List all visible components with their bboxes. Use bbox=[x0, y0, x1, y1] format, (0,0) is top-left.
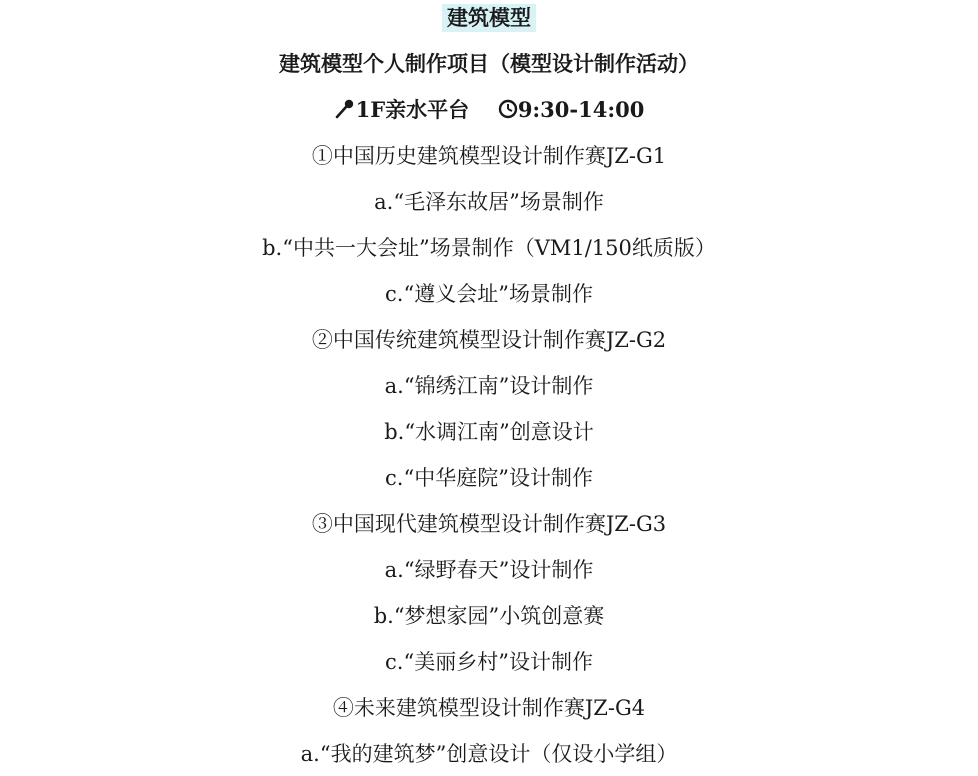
list-item: a.“绿野春天”设计制作 bbox=[384, 558, 594, 582]
time-text: 9:30-14:00 bbox=[517, 97, 645, 122]
section-heading: ②中国传统建筑模型设计制作赛JZ-G2 bbox=[311, 328, 667, 352]
location-time-line bbox=[0, 96, 978, 126]
list-item: a.“我的建筑梦”创意设计（仅设小学组） bbox=[300, 742, 678, 766]
section-heading: ③中国现代建筑模型设计制作赛JZ-G3 bbox=[311, 512, 667, 536]
section-heading: ④未来建筑模型设计制作赛JZ-G4 bbox=[332, 696, 646, 720]
clock-icon bbox=[498, 98, 518, 126]
location-text: 1F亲水平台 bbox=[355, 97, 470, 122]
page-title: 建筑模型个人制作项目（模型设计制作活动） bbox=[279, 51, 699, 76]
section-heading: ①中国历史建筑模型设计制作赛JZ-G1 bbox=[311, 144, 667, 168]
list-item: c.“美丽乡村”设计制作 bbox=[385, 650, 593, 674]
list-item: b.“水调江南”创意设计 bbox=[384, 420, 594, 444]
category-tag: 建筑模型 bbox=[442, 4, 536, 32]
list-item: a.“毛泽东故居”场景制作 bbox=[374, 190, 604, 214]
list-item: a.“锦绣江南”设计制作 bbox=[384, 374, 594, 398]
list-item: c.“中华庭院”设计制作 bbox=[385, 466, 593, 490]
category-tag-line bbox=[0, 4, 978, 32]
list-item: b.“梦想家园”小筑创意赛 bbox=[373, 604, 605, 628]
list-item: b.“中共一大会址”场景制作（VM1/150纸质版） bbox=[262, 236, 716, 260]
list-item: c.“遵义会址”场景制作 bbox=[385, 282, 593, 306]
pin-icon bbox=[334, 97, 356, 126]
